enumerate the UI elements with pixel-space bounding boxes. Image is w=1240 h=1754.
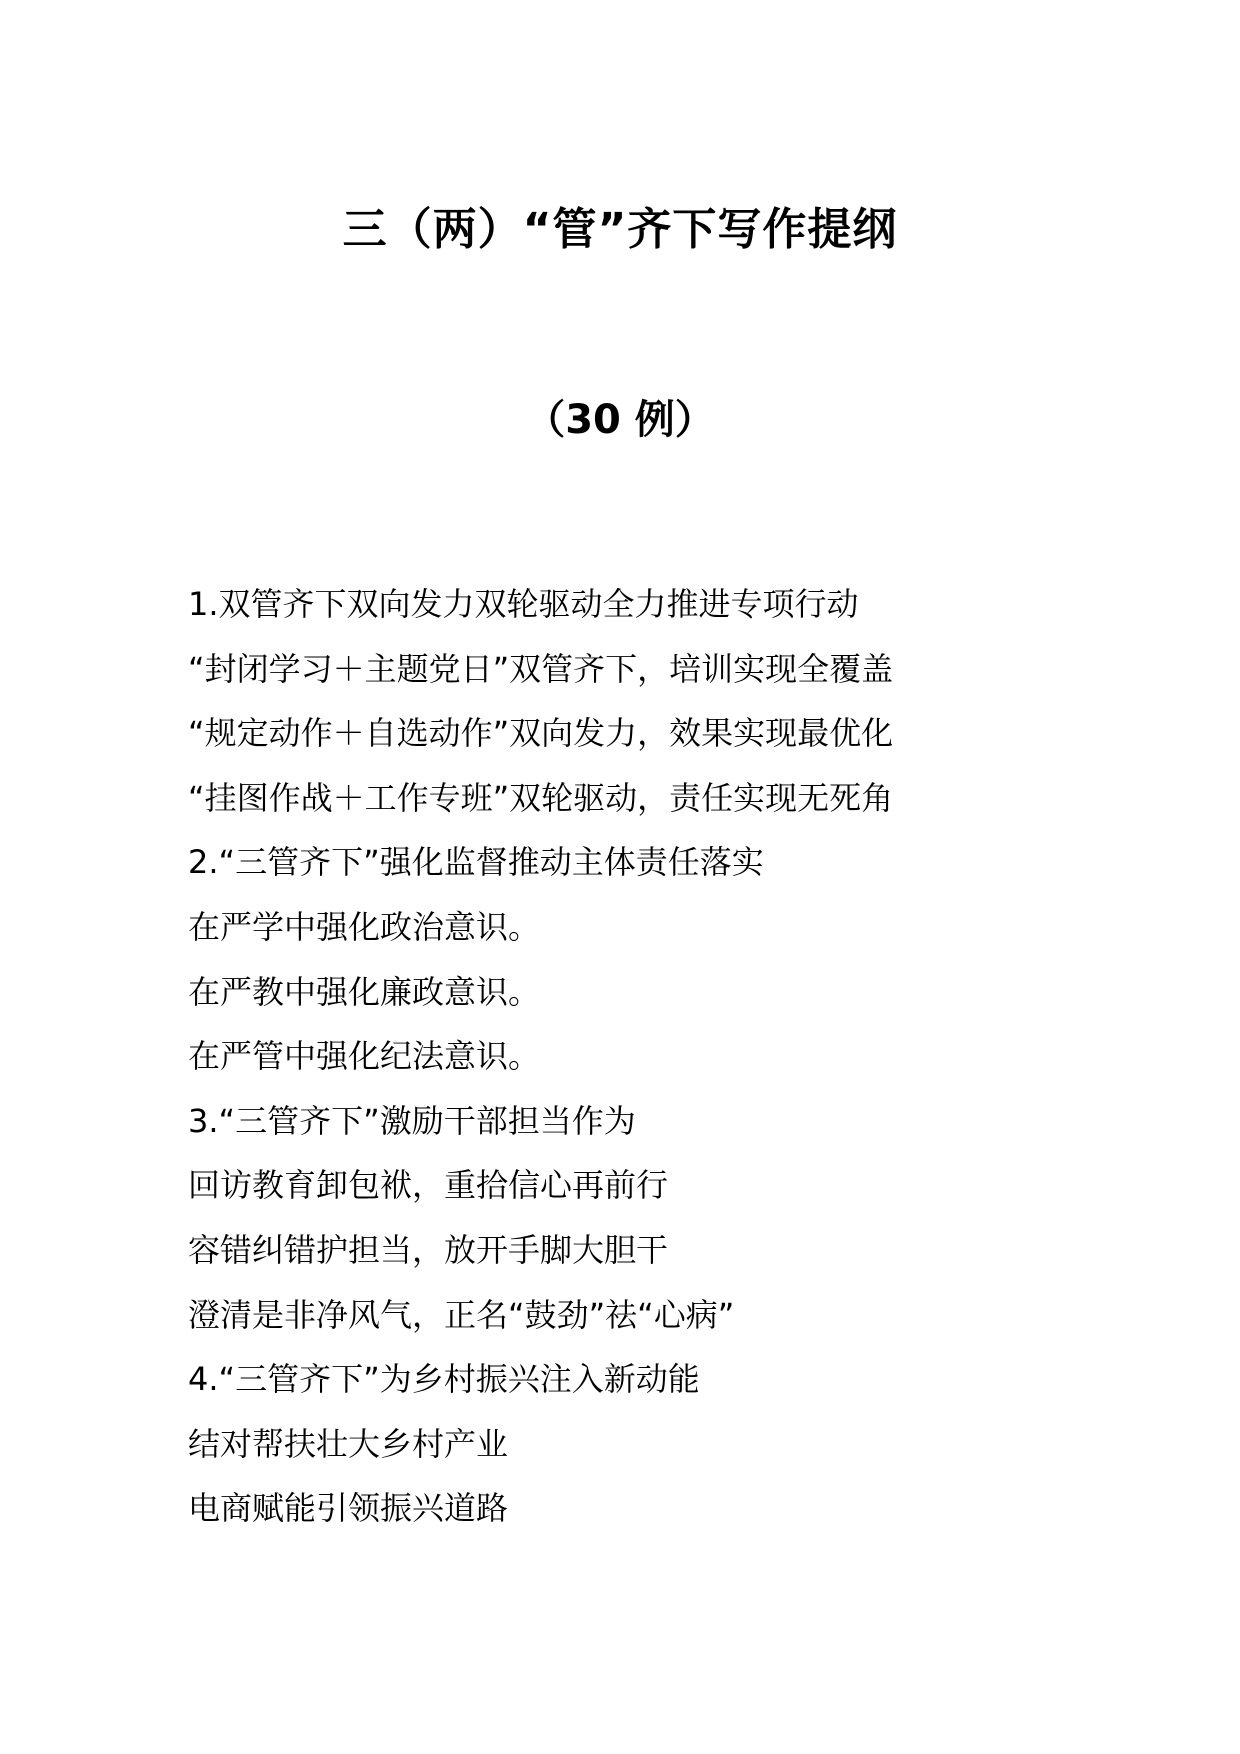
outline-line: “挂图作战＋工作专班”双轮驱动，责任实现无死角 <box>188 778 894 817</box>
outline-line: 澄清是非净风气，正名“鼓劲”祛“心病” <box>188 1295 735 1334</box>
outline-heading-1: 1.双管齐下双向发力双轮驱动全力推进专项行动 <box>188 585 859 623</box>
outline-heading-4: 4.“三管齐下”为乡村振兴注入新动能 <box>188 1360 700 1399</box>
outline-line: 回访教育卸包袱，重拾信心再前行 <box>188 1166 669 1205</box>
outline-heading-3: 3.“三管齐下”激励干部担当作为 <box>188 1101 636 1140</box>
outline-line: “规定动作＋自选动作”双向发力，效果实现最优化 <box>188 714 894 753</box>
outline-line: 在严教中强化廉政意识。 <box>188 972 541 1011</box>
outline-heading-2: 2.“三管齐下”强化监督推动主体责任落实 <box>188 843 764 882</box>
outline-line: 结对帮扶壮大乡村产业 <box>188 1424 509 1463</box>
document-subtitle: （30 例） <box>525 397 715 443</box>
outline-line: 电商赋能引领振兴道路 <box>188 1489 509 1528</box>
document-title: 三（两）“管”齐下写作提纲 <box>342 204 898 255</box>
outline-line: 在严学中强化政治意识。 <box>188 907 541 946</box>
outline-line: 容错纠错护担当，放开手脚大胆干 <box>188 1230 669 1269</box>
outline-body <box>188 572 1168 1541</box>
outline-line: “封闭学习＋主题党日”双管齐下，培训实现全覆盖 <box>188 649 894 688</box>
outline-line: 在严管中强化纪法意识。 <box>188 1037 541 1076</box>
